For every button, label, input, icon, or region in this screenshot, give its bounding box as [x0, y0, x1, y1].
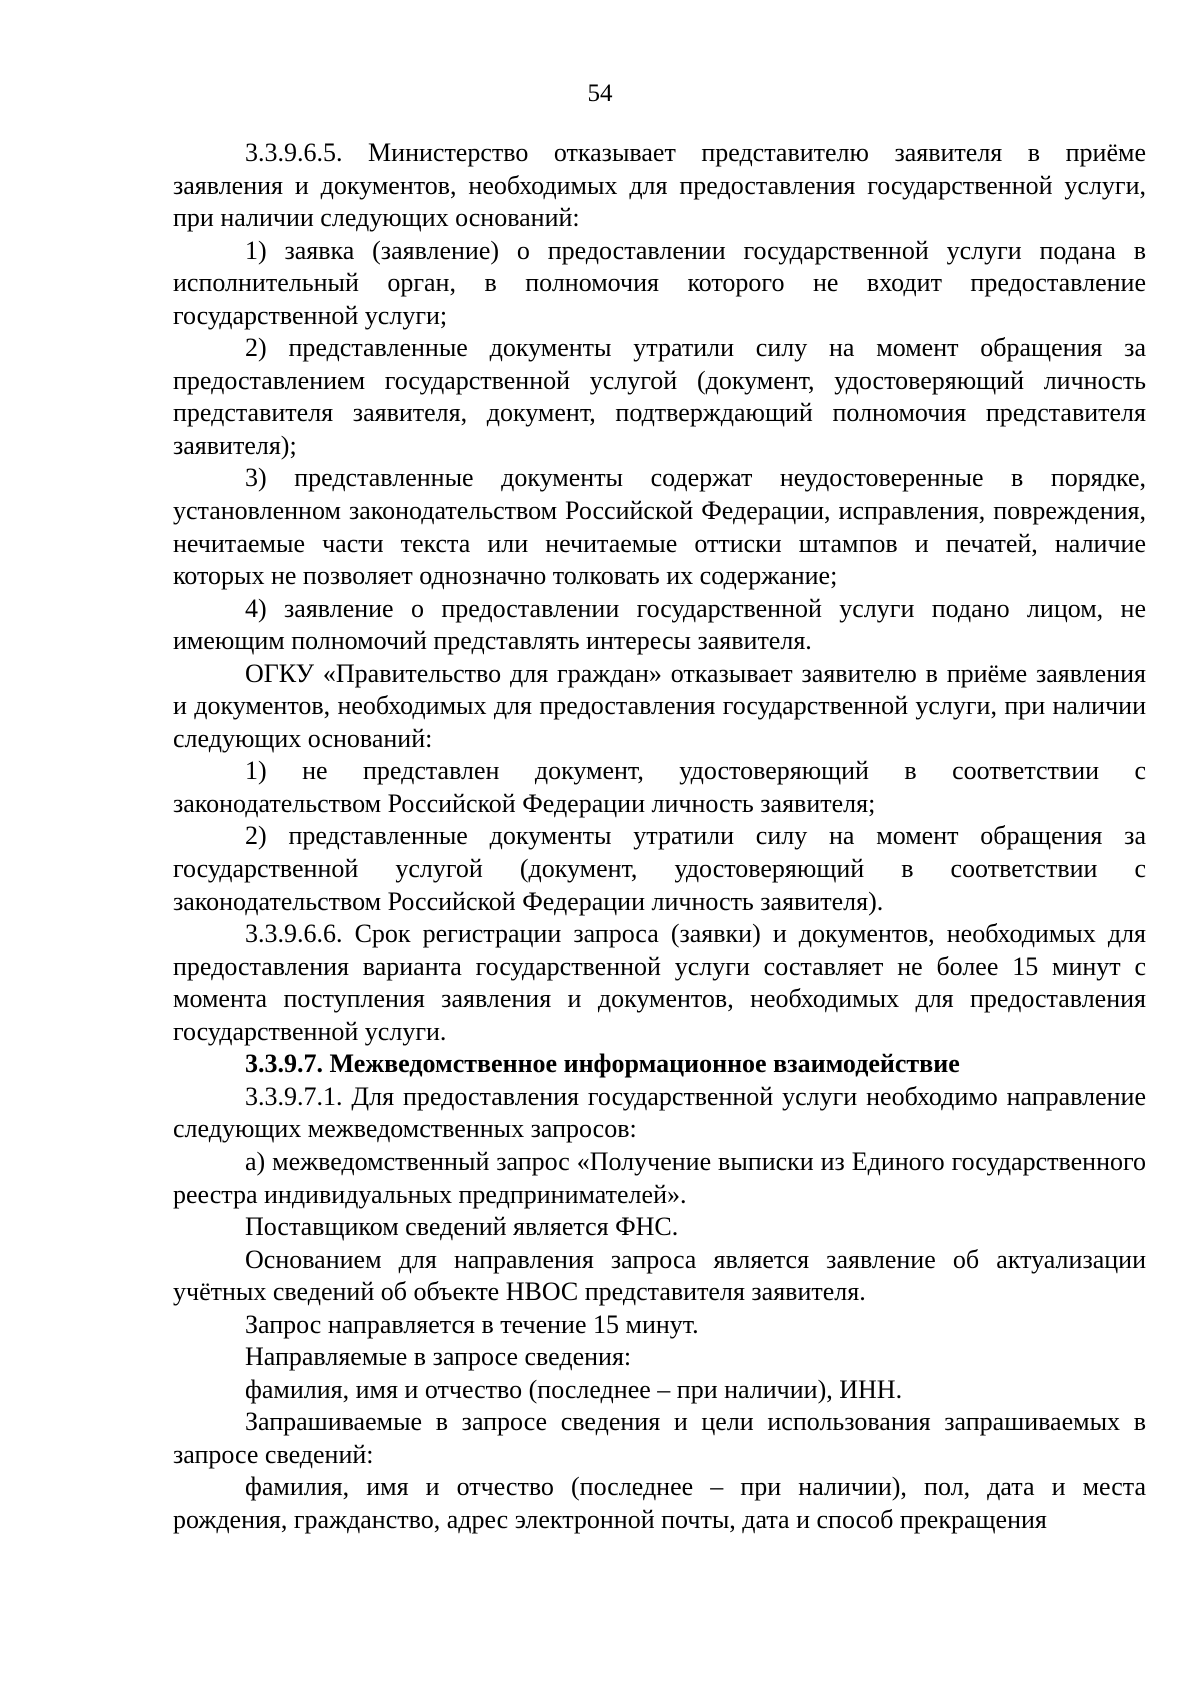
paragraph-sent-data: фамилия, имя и отчество (последнее – при наличии), ИНН.	[245, 1374, 903, 1404]
section-heading-3-3-9-7: 3.3.9.7. Межведомственное информационное взаимодействие	[245, 1049, 960, 1079]
paragraph-3-3-9-7-1: 3.3.9.7.1. Для предоставления государственной услуги необходимо направление следующих межведомственных запросов:	[173, 1081, 1146, 1144]
paragraph-basis: Основанием для направления запроса является заявление об актуализации учётных сведений об объекте НВОС представителя заявителя.	[173, 1244, 1146, 1307]
list-item-2: 2) представленные документы утратили силу на момент обращения за предоставлением государственной услугой (документ, удостоверяющий личность представителя заявителя, документ, подтверждающий полномочия представителя заявителя);	[173, 333, 1146, 460]
list-item-ogku-2: 2) представленные документы утратили силу на момент обращения за государственной услугой (документ, удостоверяющий в соответствии с законодательством Российской Федерации личность заявителя).	[173, 821, 1146, 916]
paragraph-3-3-9-6-5: 3.3.9.6.5. Министерство отказывает представителю заявителя в приёме заявления и документов, необходимых для предоставления государственной услуги, при наличии следующих оснований:	[173, 138, 1146, 233]
paragraph-3-3-9-6-6: 3.3.9.6.6. Срок регистрации запроса (заявки) и документов, необходимых для предоставления варианта государственной услуги составляет не более 15 минут с момента поступления заявления и документов, необходимых для предоставления государственной услуги.	[173, 919, 1146, 1046]
paragraph-requested-data: фамилия, имя и отчество (последнее – при наличии), пол, дата и места рождения, гражданство, адрес электронной почты, дата и способ прекращения	[173, 1472, 1146, 1534]
document-body	[173, 137, 1146, 1537]
paragraph-ogku: ОГКУ «Правительство для граждан» отказывает заявителю в приёме заявления и документов, необходимых для предоставления государственной услуги, при наличии следующих оснований:	[173, 658, 1146, 753]
list-item-a: а) межведомственный запрос «Получение выписки из Единого государственного реестра индивидуальных предпринимателей».	[173, 1146, 1146, 1209]
list-item-ogku-1: 1) не представлен документ, удостоверяющий в соответствии с законодательством Российской Федерации личность заявителя;	[173, 756, 1146, 818]
list-item-1: 1) заявка (заявление) о предоставлении государственной услуги подана в исполнительный орган, в полномочия которого не входит предоставление государственной услуги;	[173, 235, 1146, 330]
page-number: 54	[587, 80, 613, 107]
paragraph-requested-data-title: Запрашиваемые в запросе сведения и цели использования запрашиваемых в запросе сведений:	[173, 1407, 1146, 1469]
paragraph-request-time: Запрос направляется в течение 15 минут.	[245, 1309, 699, 1339]
paragraph-sent-data-title: Направляемые в запросе сведения:	[245, 1342, 632, 1372]
list-item-4: 4) заявление о предоставлении государственной услуги подано лицом, не имеющим полномочий представлять интересы заявителя.	[173, 593, 1146, 656]
list-item-3: 3) представленные документы содержат неудостоверенные в порядке, установленном законодательством Российской Федерации, исправления, повреждения, нечитаемые части текста или нечитаемые оттиски штампов и печатей, наличие которых не позволяет однозначно толковать их содержание;	[173, 463, 1146, 591]
paragraph-provider: Поставщиком сведений является ФНС.	[245, 1212, 679, 1242]
